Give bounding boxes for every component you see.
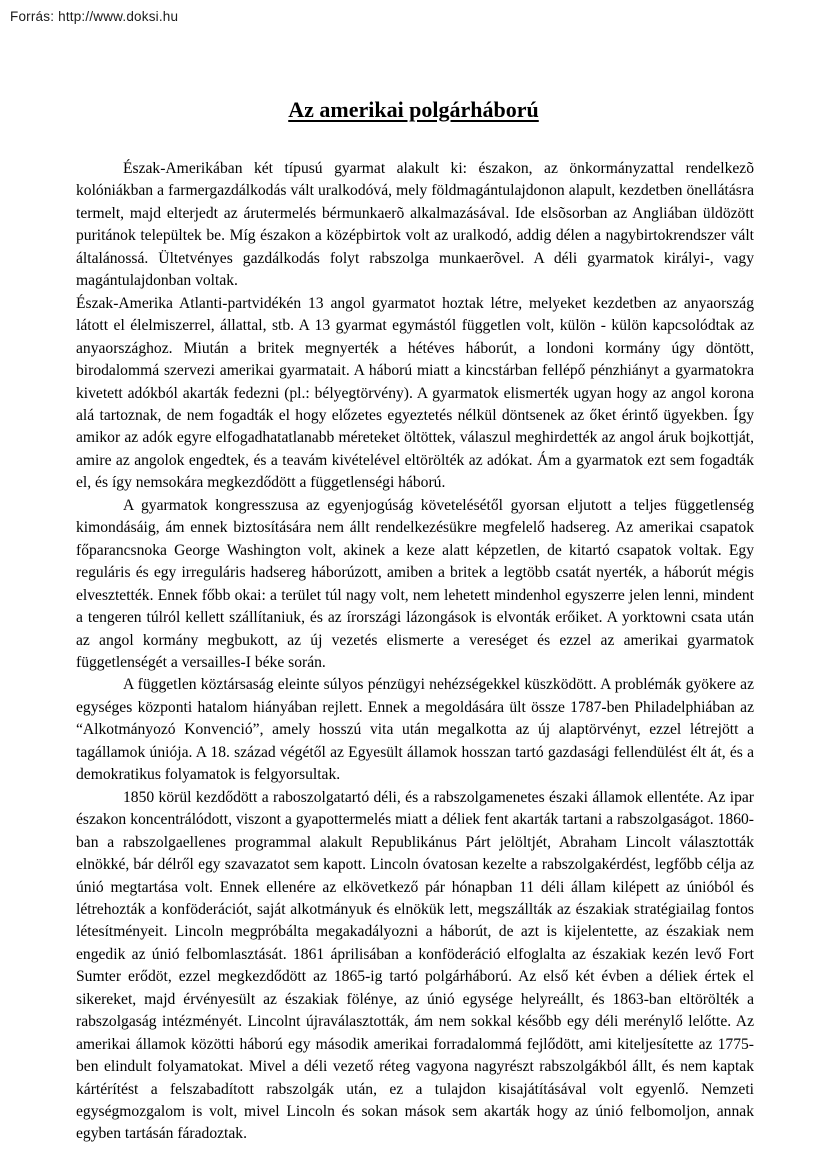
page-title [0, 97, 827, 123]
paragraph-independence-war: A gyarmatok kongresszusa az egyenjogúság követelésétől gyorsan eljutott a teljes függetlenség kimondásáig, ám ennek biztosítására nem állt rendelkezésükre megfelelő hadsereg. Az amerikai csapatok főparancsnoka George Washington volt, akinek a keze alatt képzetlen, de kitartó csapatok voltak. Egy reguláris és egy irreguláris hadsereg háborúzott, amiben a britek a legtöbb csatát nyerték, a háborút mégis elvesztették. Ennek főbb okai: a terület túl nagy volt, nem lehetett mindenhol egyszerre jelen lenni, mindent a tengeren túlról kellett szállítaniuk, és az írországi lázongások is elvonták erőiket. A yorktowni csata után az angol kormány megbukott, az új vezetés elismerte a vereséget és ezzel az amerikai gyarmatok függetlenségét a versailles-I béke során. [76, 496, 754, 671]
source-url-label: Forrás: http://www.doksi.hu [10, 9, 179, 24]
paragraph-constitutional-convention: A független köztársaság eleinte súlyos pénzügyi nehézségekkel küszködött. A problémák gyökere az egységes központi hatalom hiányában rejlett. Ennek a megoldására ült össze 1787-ben Philadelphiában az “Alkotmányozó Konvenció”, amely hosszú vita után megalkotta az új alaptörvényt, ezzel létrejött a tagállamok úniója. A 18. század végétől az Egyesült államok hosszan tartó gazdasági fellendülést élt át, és a demokratikus folyamatok is felgyorsultak. [76, 676, 754, 784]
paragraph-civil-war: 1850 körül kezdődött a raboszolgatartó déli, és a rabszolgamenetes északi államok ellentéte. Az ipar északon koncentrálódott, viszont a gyapottermelés miatt a déliek fent akarták tartani a rabszolgaságot. 1860-ban a rabszolgaellenes programmal alakult Republikánus Párt jelöltjét, Abraham Lincolt választották elnökké, bár délről egy szavazatot sem kapott. Lincoln óvatosan kezelte a rabszolgakérdést, legfőbb célja az únió megtartása volt. Ennek ellenére az elkövetkező pár hónapban 11 déli állam kilépett az únióból és létrehozták a konföderációt, saját alkotmányuk és elnökük lett, megszállták az északiak stratégiailag fontos létesítményeit. Lincoln megpróbálta megakadályozni a háborút, de azt is kijelentette, az északiak nem engedik az únió felbomlasztását. 1861 áprilisában a konföderáció elfoglalta az északiak kezén levő Fort Sumter erődöt, ezzel megkezdődött az 1865-ig tartó polgárháború. Az első két évben a déliek értek el sikereket, majd érvényesült az északiak fölénye, az únió egysége helyreállt, és 1863-ban eltörölték a rabszolgaság intézményét. Lincolnt újraválasztották, ám nem sokkal később egy déli merénylő lelőtte. Az amerikai államok közötti háború egy második amerikai forradalommá fejlődött, ami kiteljesítette az 1775-ben elindult folyamatokat. Mivel a déli vezető réteg vagyona nagyrészt rabszolgákból állt, és nem kaptak kártérítést a felszabadított rabszolgák után, ez a tulajdon kisajátításával volt egyenlő. Nemzeti egységmozgalom is volt, mivel Lincoln és sokan mások sem akarták hogy az únió felbomoljon, annak egyben tartásán fáradoztak. [76, 788, 754, 1143]
document-body [76, 158, 754, 1146]
paragraph-thirteen-colonies-taxes: Észak-Amerika Atlanti-partvidékén 13 angol gyarmatot hoztak létre, melyeket kezdetben az anyaország látott el élelmiszerrel, állattal, stb. A 13 gyarmat egymástól független volt, külön - külön kapcsolódtak az anyaországhoz. Miután a britek megnyerték a hétéves háborút, a londoni kormány úgy döntött, birodalommá szervezi amerikai gyarmatait. A háború miatt a kincstárban fellépő pénzhiányt a gyarmatokra kivetett adókból akarták fedezni (pl.: bélyegtörvény). A gyarmatok elismerték ugyan hogy az angol korona alá tartoznak, de nem fogadták el hogy előzetes egyeztetés nélkül döntsenek az őket érintő ügyekben. Így amikor az adók egyre elfogadhatatlanabb méreteket öltöttek, válaszul meghirdették az angol áruk bojkottját, amire az angolok engedtek, és a teavám kivételével eltörölték az adókat. Ám a gyarmatok ezt sem fogadták el, és így nemsokára megkezdődött a függetlenségi háború. [76, 294, 754, 492]
page-title-text: Az amerikai polgárháború [288, 97, 539, 122]
paragraph-northern-southern-colonies: Észak-Amerikában két típusú gyarmat alakult ki: északon, az önkormányzattal rendelkezõ kolóniákban a farmergazdálkodás vált uralkodóvá, mely földmagántulajdonon alapult, kezdetben önellátásra termelt, majd elterjedt az árutermelés bérmunkaerõ alkalmazásával. Ide elsõsorban az Angliában üldözött puritánok települtek be. Míg északon a középbirtok volt az uralkodó, addig délen a nagybirtokrendszer vált általánossá. Ültetvényes gazdálkodás folyt rabszolga munkaerõvel. A déli gyarmatok királyi-, vagy magántulajdonban voltak. [76, 160, 754, 290]
